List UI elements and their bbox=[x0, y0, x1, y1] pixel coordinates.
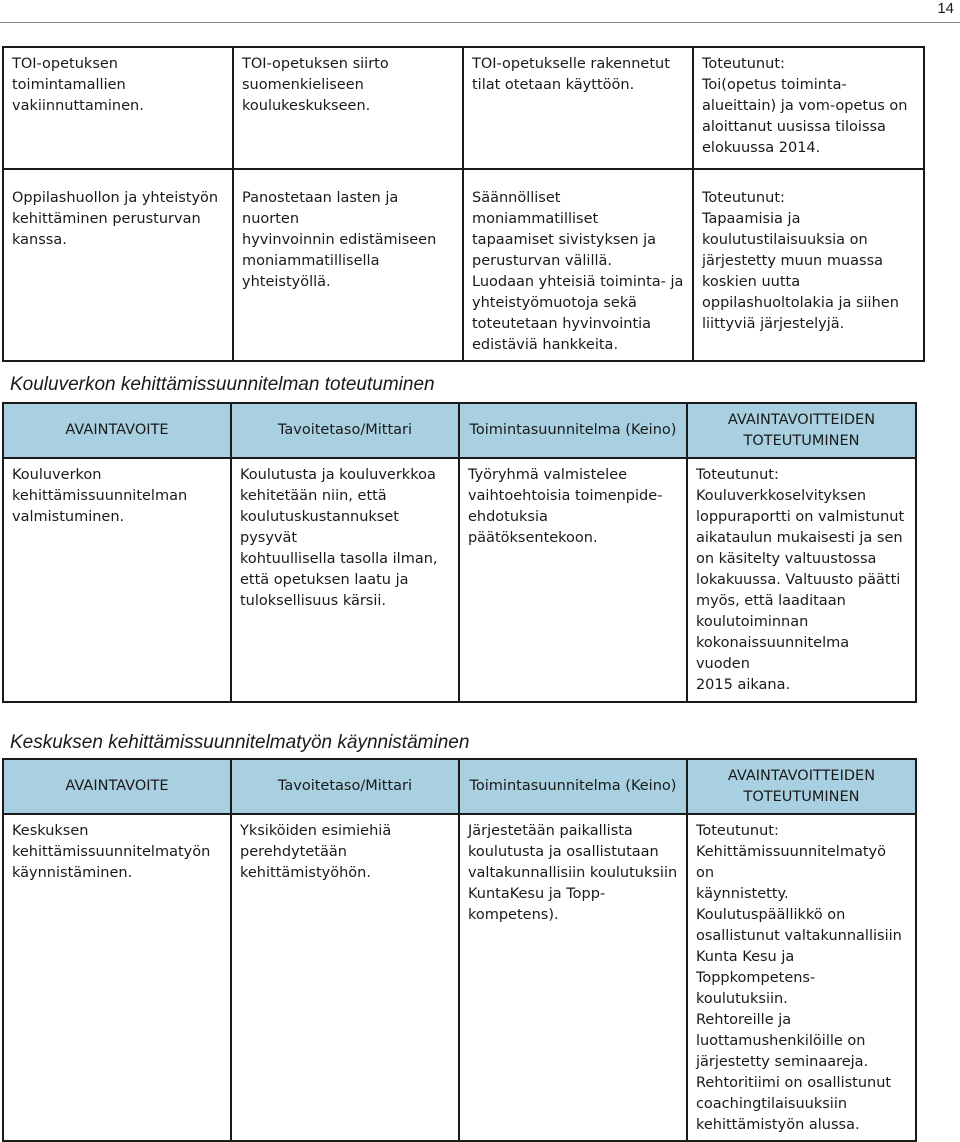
cell-text-line: Oppilashuollon ja yhteistyön bbox=[12, 190, 219, 206]
cell-text-line: toteutetaan hyvinvointia bbox=[472, 316, 652, 332]
cell-text-line: yhteistyömuotoja sekä bbox=[472, 295, 637, 311]
cell-text-line: Koulutusta ja kouluverkkoa bbox=[239, 467, 436, 483]
cell-text-line: Työryhmä valmistelee bbox=[467, 467, 628, 483]
cell-text-line: perehdytetään bbox=[239, 844, 347, 860]
header-rule bbox=[0, 22, 960, 23]
cell-text-line: koulutusta ja osallistutaan bbox=[467, 844, 659, 860]
cell-text-line: moniammatillisella bbox=[242, 253, 380, 269]
table-header-row bbox=[3, 759, 916, 814]
cell-text-line: lokakuussa. Valtuusto päätti bbox=[695, 572, 901, 588]
center-development-goals-table bbox=[2, 758, 917, 1142]
cell-text-line: koulutuskustannukset pysyvät bbox=[239, 509, 399, 546]
table-cell bbox=[459, 458, 687, 702]
table-cell bbox=[231, 814, 459, 1141]
table-cell bbox=[233, 169, 463, 361]
table-cell bbox=[693, 169, 924, 361]
cell-text-line: koulukeskukseen. bbox=[242, 98, 371, 114]
cell-text-line: Kouluverkkoselvityksen bbox=[695, 488, 867, 504]
column-header: Toimintasuunnitelma (Keino) bbox=[459, 759, 687, 814]
cell-text-line: Rehtoreille ja bbox=[695, 1012, 792, 1028]
cell-text-line: kompetens). bbox=[467, 907, 559, 923]
cell-text-line: Toteutunut: bbox=[695, 467, 779, 483]
table-cell bbox=[3, 169, 233, 361]
cell-text-line: järjestetty muun muassa bbox=[702, 253, 884, 269]
cell-text-line: KuntaKesu ja Topp- bbox=[467, 886, 606, 902]
cell-text-line: kehittämissuunnitelmatyön bbox=[12, 844, 211, 860]
column-header: Toimintasuunnitelma (Keino) bbox=[459, 403, 687, 458]
cell-text-line: loppuraportti on valmistunut bbox=[695, 509, 905, 525]
cell-text-line: coachingtilaisuuksiin bbox=[695, 1096, 848, 1112]
cell-text-line: osallistunut valtakunnallisiin bbox=[695, 928, 902, 944]
table-row bbox=[3, 47, 924, 169]
cell-text-line: tilat otetaan käyttöön. bbox=[472, 77, 635, 93]
cell-text-line: tuloksellisuus kärsii. bbox=[239, 593, 387, 609]
column-header: Tavoitetaso/Mittari bbox=[231, 759, 459, 814]
column-header: AVAINTAVOITE bbox=[3, 403, 231, 458]
table-cell bbox=[3, 458, 231, 702]
cell-text-line: Toteutunut: bbox=[695, 823, 779, 839]
cell-text-line: Rehtoritiimi on osallistunut bbox=[695, 1075, 892, 1091]
cell-text-line: käynnistäminen. bbox=[12, 865, 133, 881]
cell-text-line: yhteistyöllä. bbox=[242, 274, 331, 290]
cell-text-line: kehittäminen perusturvan bbox=[12, 211, 201, 227]
cell-text-line: Kehittämissuunnitelmatyö on bbox=[695, 844, 886, 881]
cell-text-line: Keskuksen bbox=[12, 823, 89, 839]
table-row bbox=[3, 458, 916, 702]
cell-text-line: kohtuullisella tasolla ilman, bbox=[239, 551, 438, 567]
cell-text-line: tapaamiset sivistyksen ja bbox=[472, 232, 657, 248]
cell-text-line: liittyviä järjestelyjä. bbox=[702, 316, 845, 332]
cell-text-line: Toi(opetus toiminta- bbox=[702, 77, 847, 93]
cell-text-line: käynnistetty. bbox=[695, 886, 789, 902]
cell-text-line: elokuussa 2014. bbox=[702, 140, 821, 156]
cell-text-line: kehittämissuunnitelman bbox=[12, 488, 188, 504]
cell-text-line: 2015 aikana. bbox=[695, 677, 791, 693]
cell-text-line: suomenkieliseen bbox=[242, 77, 364, 93]
cell-text-line: valmistuminen. bbox=[12, 509, 125, 525]
cell-text-line: Luodaan yhteisiä toiminta- ja bbox=[472, 274, 684, 290]
cell-text-line: Yksiköiden esimiehiä bbox=[239, 823, 392, 839]
table-header-row bbox=[3, 403, 916, 458]
table-cell bbox=[231, 458, 459, 702]
cell-text-line: TOI-opetuksen bbox=[12, 56, 118, 72]
table-cell bbox=[3, 47, 233, 169]
cell-text-line: oppilashuoltolakia ja siihen bbox=[702, 295, 899, 311]
cell-text-line: on käsitelty valtuustossa bbox=[695, 551, 877, 567]
table-cell bbox=[233, 47, 463, 169]
cell-text-line: koulutustilaisuuksia on bbox=[702, 232, 868, 248]
cell-text-line: valtakunnallisiin koulutuksiin bbox=[467, 865, 678, 881]
table-cell bbox=[687, 814, 916, 1141]
page-number: 14 bbox=[937, 0, 954, 17]
cell-text-line: Kouluverkon bbox=[12, 467, 102, 483]
cell-text-line: vaihtoehtoisia toimenpide- bbox=[467, 488, 663, 504]
cell-text-line: edistäviä hankkeita. bbox=[472, 337, 619, 353]
cell-text-line: Koulutuspäällikkö on bbox=[695, 907, 846, 923]
school-network-goals-table bbox=[2, 402, 917, 703]
cell-text-line: aloittanut uusissa tiloissa bbox=[702, 119, 886, 135]
cell-text-line: koskien uutta bbox=[702, 274, 801, 290]
section-title: Kouluverkon kehittämissuunnitelman toteutuminen bbox=[10, 374, 435, 395]
cell-text-line: luottamushenkilöille on bbox=[695, 1033, 866, 1049]
cell-text-line: ehdotuksia päätöksentekoon. bbox=[467, 509, 598, 546]
cell-text-line: Säännölliset moniammatilliset bbox=[472, 190, 599, 227]
cell-text-line: kehittämistyön alussa. bbox=[695, 1117, 860, 1133]
table-cell bbox=[459, 814, 687, 1141]
column-header: Tavoitetaso/Mittari bbox=[231, 403, 459, 458]
table-row bbox=[3, 814, 916, 1141]
cell-text-line: myös, että laaditaan bbox=[695, 593, 846, 609]
cell-text-line: että opetuksen laatu ja bbox=[239, 572, 409, 588]
column-header: AVAINTAVOITTEIDEN TOTEUTUMINEN bbox=[687, 403, 916, 458]
table-cell bbox=[687, 458, 916, 702]
cell-text-line: TOI-opetuksen siirto bbox=[242, 56, 389, 72]
cell-text-line: perusturvan välillä. bbox=[472, 253, 613, 269]
cell-text-line: Järjestetään paikallista bbox=[467, 823, 633, 839]
cell-text-line: TOI-opetukselle rakennetut bbox=[472, 56, 670, 72]
cell-text-line: koulutoiminnan bbox=[695, 614, 809, 630]
cell-text-line: kokonaissuunnitelma vuoden bbox=[695, 635, 850, 672]
cell-text-line: Toppkompetens- koulutuksiin. bbox=[695, 970, 816, 1007]
section-title: Keskuksen kehittämissuunnitelmatyön käynnistäminen bbox=[10, 732, 470, 753]
cell-text-line: vakiinnuttaminen. bbox=[12, 98, 144, 114]
column-header: AVAINTAVOITE bbox=[3, 759, 231, 814]
cell-text-line: järjestetty seminaareja. bbox=[695, 1054, 869, 1070]
table-cell bbox=[463, 169, 693, 361]
table-cell bbox=[3, 814, 231, 1141]
cell-text-line: Toteutunut: bbox=[702, 56, 785, 72]
cell-text-line: Panostetaan lasten ja nuorten bbox=[242, 190, 399, 227]
table-row bbox=[3, 169, 924, 361]
cell-text-line: Kunta Kesu ja bbox=[695, 949, 795, 965]
column-header: AVAINTAVOITTEIDEN TOTEUTUMINEN bbox=[687, 759, 916, 814]
cell-text-line: kehitetään niin, että bbox=[239, 488, 387, 504]
cell-text-line: Toteutunut: bbox=[702, 190, 785, 206]
cell-text-line: toimintamallien bbox=[12, 77, 126, 93]
cell-text-line: kehittämistyöhön. bbox=[239, 865, 371, 881]
cell-text-line: kanssa. bbox=[12, 232, 67, 248]
continued-goals-table bbox=[2, 46, 925, 362]
cell-text-line: Tapaamisia ja bbox=[702, 211, 801, 227]
cell-text-line: aikataulun mukaisesti ja sen bbox=[695, 530, 903, 546]
cell-text-line: hyvinvoinnin edistämiseen bbox=[242, 232, 437, 248]
table-cell bbox=[463, 47, 693, 169]
table-cell bbox=[693, 47, 924, 169]
cell-text-line: alueittain) ja vom-opetus on bbox=[702, 98, 908, 114]
